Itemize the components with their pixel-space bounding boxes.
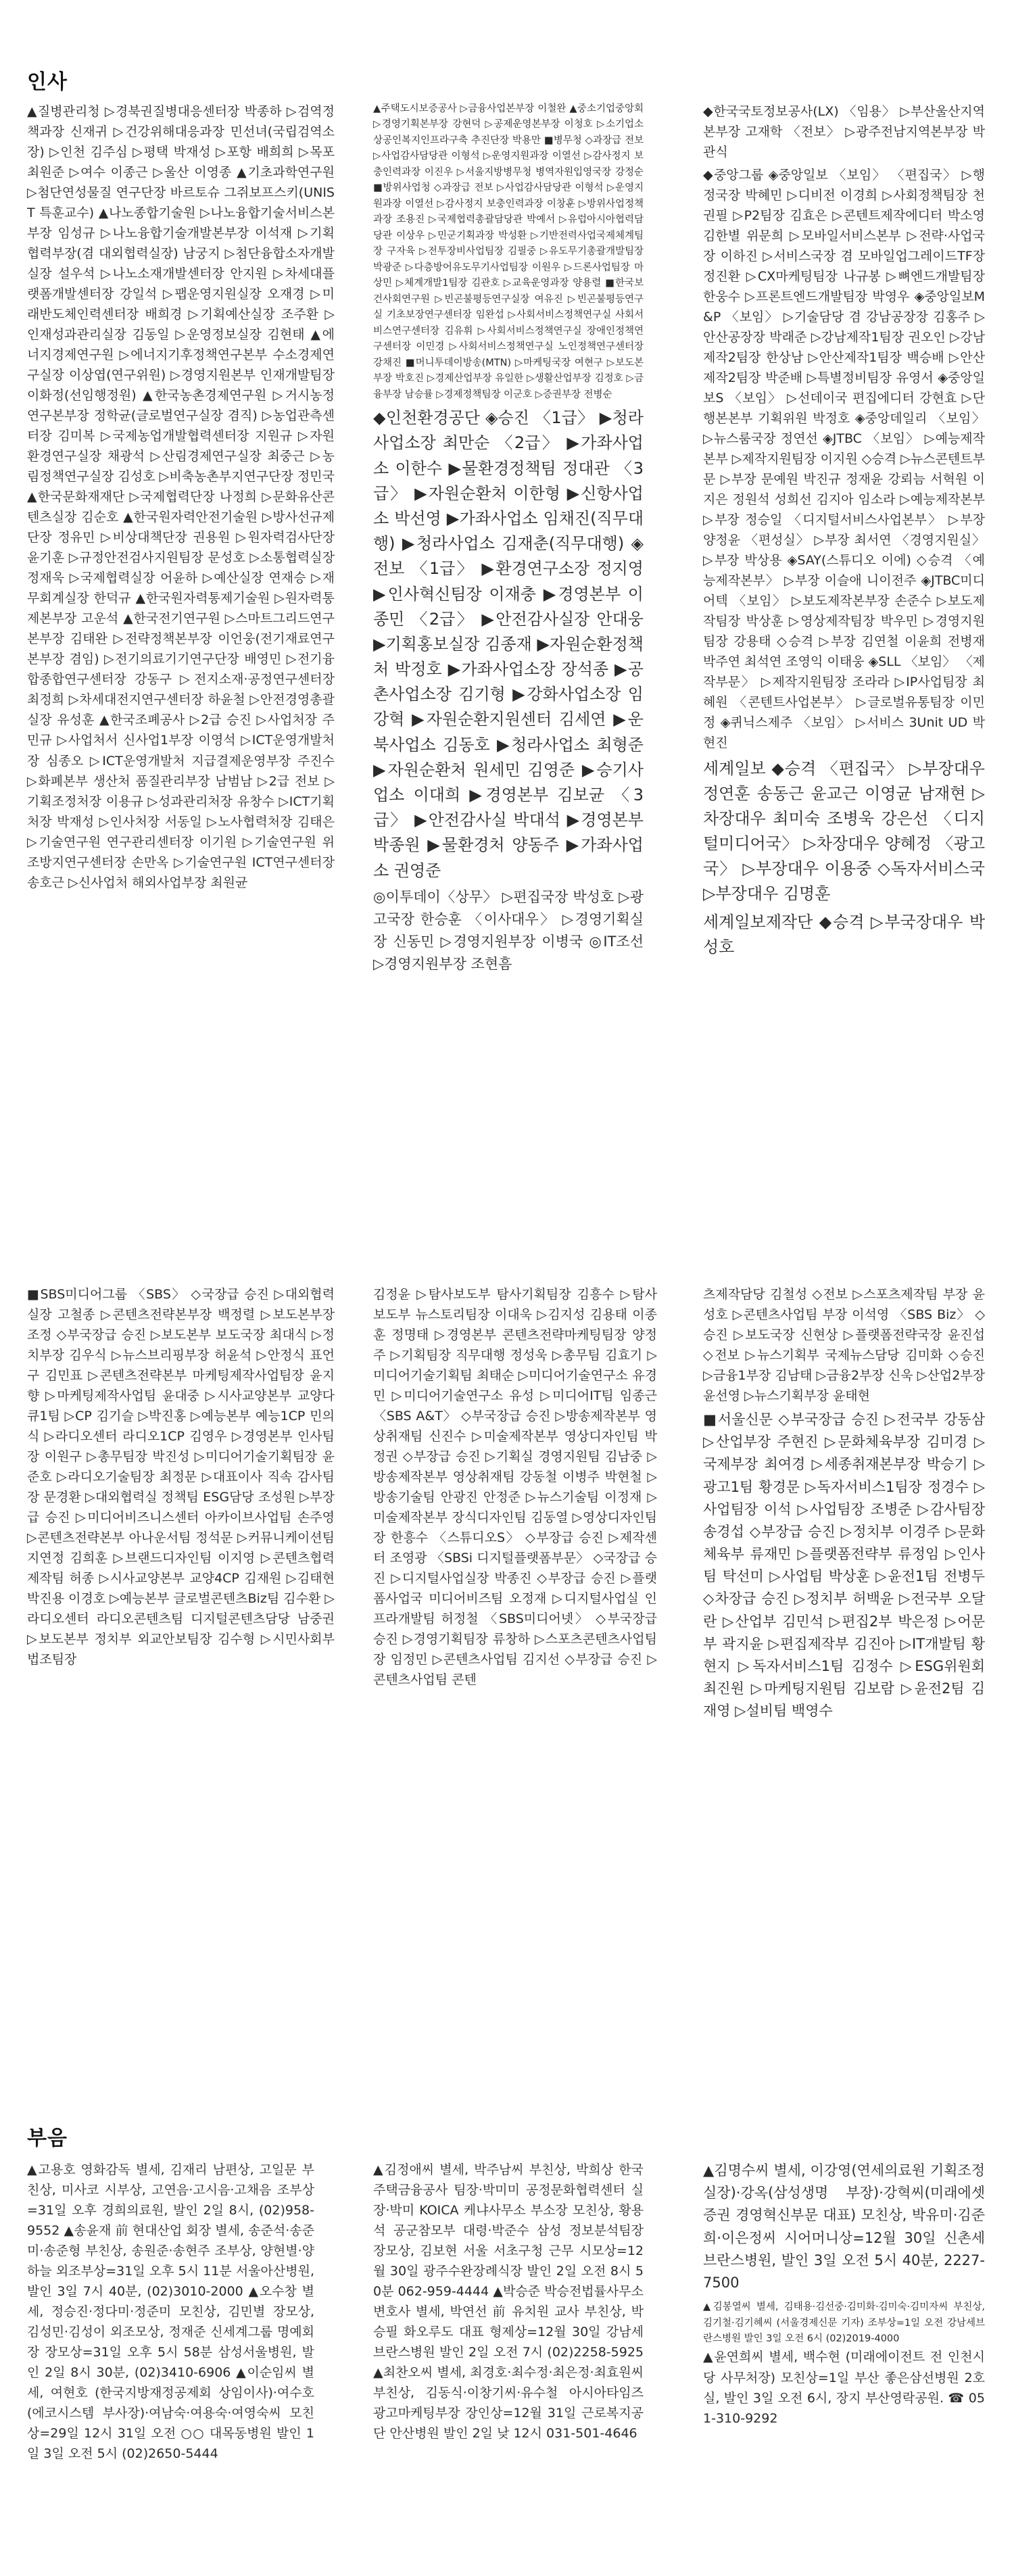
personnel-text-large: ◆인천환경공단 ◈승진 〈1급〉 ▶청라사업소장 최만순 〈2급〉 ▶가좌사업소 이한수 ▶물환경정책팀 정대관 〈3급〉 ▶자원순환처 이한형 ▶신항사업소 박선영 ▶가좌사업소 임채진(직무대행) ▶청라사업소 김재춘(직무대행) ◈전보 〈1급〉 ▶환경연구소장 정지영 ▶인사혁신팀장 이재충 ▶경영본부 이종민 〈2급〉 ▶안전감사실장 안대웅 ▶기획홍보실장 김종재 ▶자원순환정책처 박정호 ▶가좌사업소장 장석종 ▶공촌사업소장 김기형 ▶강화사업소장 임강혁 ▶자원순환지원센터 김세연 ▶운북사업소 김동호 ▶청라사업소 최형준 ▶자원순환처 원세민 김영준 ▶승기사업소 이대희 ▶경영본부 김보균 〈3급〉 ▶안전감사실 박대석 ▶경영본부 박종원 ▶물환경처 양동주 ▶가좌사업소 권영준 — [373, 408, 644, 880]
personnel-text: ◆중앙그룹 ◈중앙일보 〈보임〉 〈편집국〉 ▷행정국장 박혜민 ▷디비전 이경희 ▷사회정책팀장 천권필 ▷P2팀장 김효은 ▷콘텐트제작에디터 박소영 김한별 위문희 ▷모바일서비스본부 ▷전략·사업국장 이하진 ▷서비스국장 겸 모바일업그레이드TF장 정진환 ▷CX마케팅팀장 나규봉 ▷뼈엔드개발팀장 한웅수 ▷프론트엔드개발팀장 박영우 ◈중앙일보M&P 〈보임〉 ▷기술담당 겸 강남공장장 김홍주 ▷안산공장장 박래준 ▷강남제작1팀장 권오인 ▷강남제작2팀장 한상남 ▷안산제작1팀장 백승배 ▷안산제작2팀장 박준배 ▷특별정비팀장 유영서 ◈중앙일보S 〈보임〉 ▷선데이국 편집에디터 강현효 ▷단행본본부 기획위원 박정호 ◈중앙데일리 〈보임〉 ▷뉴스룸국장 정연선 ◈JTBC 〈보임〉 ▷예능제작본부 ▷제작지원팀장 이지원 ◇승격 ▷뉴스콘텐트부문 ▷부장 문예원 박진규 정재윤 강뢰늠 서혁원 이지은 정원석 성희선 김지아 임소라 ▷예능제작본부 ▷부장 정승일 〈디지털서비스사업본부〉 ▷부장 양정윤 〈편성실〉 ▷부장 최서연 〈경영지원실〉 ▷부장 박상용 ◈SAY(스튜디오 이에) ◇승격 〈예능제작본부〉 ▷부장 이슬애 니이전주 ◈JTBC미디어텍 〈보임〉 ▷보도제작본부장 손준수 ▷보도제작팀장 박상훈 ▷영상제작팀장 박우민 ▷경영지원팀장 강용태 ◇승격 ▷부장 김연철 이윤희 전병재 박주연 최석연 조영익 이태웅 ◈SLL 〈보임〉 〈제작부문〉 ▷제작지원팀장 조라라 ▷IP사업팀장 최혜원 〈콘텐트사업본부〉 ▷글로벌유통팀장 이민정 ◈퀴닉스제주 〈보임〉 ▷서비스 3Unit UD 박현진 — [703, 168, 985, 751]
obituary-column-1 — [27, 2160, 314, 2558]
personnel-text: ◆한국국토정보공사(LX) 〈임용〉 ▷부산울산지역본부장 고재학 〈전보〉 ▷광주전남지역본부장 박관식 — [703, 104, 985, 160]
section-title-personnel: 인사 — [27, 70, 68, 94]
personnel-text: ▲질병관리청 ▷경북권질병대응센터장 박종하 ▷검역정책과장 신재귀 ▷건강위해대응과장 민선녀(국립검역소장) ▷인천 김주심 ▷평택 박재성 ▷포항 배희희 ▷목포 최원준 ▷여수 이종근 ▷울산 이영종 ▲기초과학연구원 ▷첨단연성물질 연구단장 바르토슈 그쥐보프스키(UNIST 특훈교수) ▲나노종합기술원 ▷나노융합기술서비스본부장 임성규 ▷나노융합기술개발본부장 이석재 ▷기획협력부장(겸 대외협력실장) 남궁지 ▷첨단융합소자개발실장 설우석 ▷나노소재개발센터장 안지원 ▷차세대플랫폼개발센터장 강일석 ▷팹운영지원실장 오재경 ▷미래반도체인력센터장 배희경 ▷기획예산실장 조주환 ▷인재성과관리실장 김동일 ▷운영정보실장 김현태 ▲에너지경제연구원 ▷에너지기후정책연구본부 수소경제연구실장 이상엽(연구위원) ▷경영지원본부 인재개발팀장 이화정(선임행정원) ▲한국농촌경제연구원 ▷거시농정연구본부장 정학균(글로벌연구실장 겸직) ▷농업관측센터장 김미복 ▷국제농업개발협력센터장 지원규 ▷자원환경연구실장 채광석 ▷산림경제연구실장 최중근 ▷농림정책연구실장 김성호 ▷비축농촌부지연구단장 정민국 ▲한국문화재재단 ▷국제협력단장 나정희 ▷문화유산콘텐츠실장 김순호 ▲한국원자력안전기술원 ▷방사선규제단장 정유민 ▷비상대책단장 권용원 ▷원자력검사단장 윤기훈 ▷규정안전검사지원팀장 문성호 ▷소통협력실장 정재욱 ▷국제협력실장 어윤하 ▷예산실장 연재승 ▷재무회계실장 한덕규 ▲한국원자력통제기술원 ▷원자력통제본부장 고운석 ▲한국전기연구원 ▷스마트그리드연구본부장 김태완 ▷전략정책본부장 이언웅(전기재료연구본부장 겸임) ▷전기의료기기연구단장 배영민 ▷전기융합종합연구센터장 강동구 ▷전지소재·공정연구센터장 최정희 ▷차세대전지연구센터장 하윤철 ▷안전경영총괄실장 유성훈 ▲한국조폐공사 ▷2급 승진 ▷사업처장 주민규 ▷사업처서 신사업1부장 이영석 ▷ICT운영개발처장 심종오 ▷ICT운영개발처 지급결제운영부장 주진수 ▷화폐본부 생산처 품질관리부장 남범남 ▷2급 전보 ▷기획조정처장 이용규 ▷성과관리처장 유창수 ▷ICT기획처장 박재성 ▷인사처장 서동일 ▷노사협력처장 김태은 ▷기술연구원 연구관리센터장 이기원 ▷기술연구원 위조방지연구센터장 손만옥 ▷기술연구원 ICT연구센터장 송호근 ▷신사업처 해외사업부장 최원균 — [27, 104, 335, 890]
personnel-text: 츠제작담당 김철성 ◇전보 ▷스포츠제작팀 부장 윤성호 ▷콘텐츠사업팀 부장 이석영 〈SBS Biz〉 ◇승진 ▷보도국장 신현상 ▷플랫폼전략국장 윤진섭 ◇전보 ▷뉴스기획부 국제뉴스담당 김미화 ◇승진 ▷금융1부장 김남태 ▷금융2부장 신욱 ▷산업2부장 윤선영 ▷뉴스기획부장 윤태현 — [703, 1287, 985, 1404]
personnel-column-3 — [703, 101, 985, 1237]
personnel-text-small: ▲주택도시보증공사 ▷금융사업본부장 이철완 ▲중소기업중앙회 ▷경영기획본부장 강현덕 ▷공제운영본부장 이청호 ▷소기업소상공인복지인프라구축 추진단장 박용만 ■병무청 ◇과장급 전보 ▷사업감사담당관 이형석 ▷운영지원과장 이열선 ▷감사정지 보충인력과장 이진우 ▷서울지방병무청 병역자원입영국장 강정순 ■방위사업청 ◇과장급 전보 ▷사업감사담당관 이형석 ▷운영지원과장 이열선 ▷감사정지 보충인력과장 이창훈 ▷방위사업정책과장 조용진 ▷국제협력총괄담당관 박예서 ▷유럽아시아협력담당관 이상우 ▷민군기획과장 박성환 ▷기반전력사업국제체계팀장 구자육 ▷전투장비사업팀장 김필중 ▷유도무기총괄개발팀장 박광준 ▷다층방어유도무기사업팀장 이원우 ▷드론사업팀장 마상민 ▷체계개발1팀장 김관호 ▷교육운영과장 양용렬 ■한국보건사회연구원 ▷빈곤불평등연구실장 여유진 ▷빈곤불평등연구실 기초보장연구센터장 임완섭 ▷사회서비스정책연구실 사회서비스연구센터장 김유휘 ▷사회서비스정책연구실 장애인정책연구센터장 이민경 ▷사회서비스정책연구실 노인정책연구센터장 강채진 ■머니투데이방송(MTN) ▷마케팅국장 여현구 ▷보도본부장 박호진 ▷경제산업부장 유일한 ▷생활산업부장 김정호 ▷금융부장 남승률 ▷경제정책팀장 이군호 ▷증권부장 전병순 — [373, 103, 644, 400]
personnel-text-bold: 세계일보 ◆승격 〈편집국〉 ▷부장대우 정연훈 송동근 윤교근 이영균 남재현 ▷차장대우 최미숙 조병욱 강은선 〈디지털미디어국〉 ▷차장대우 양혜정 〈광고국〉 ▷부장대우 이용중 ◇독자서비스국 ▷부장대우 김명훈 — [703, 758, 985, 904]
personnel-text: ■SBS미디어그룹 〈SBS〉 ◇국장급 승진 ▷대외협력실장 고철종 ▷콘텐츠전략본부장 백정렬 ▷보도본부장 조정 ◇부국장급 승진 ▷보도본부 보도국장 최대식 ▷정치부장 김우식 ▷뉴스브리핑부장 허윤석 ▷안정식 표언구 김민표 ▷콘텐츠전략본부 마케팅제작사업팀장 윤지향 ▷마케팅제작사업팀 윤대중 ▷시사교양본부 교양다큐1팀 ▷CP 김기슬 ▷박진홍 ▷예능본부 예능1CP 민의식 ▷라디오센터 라디오1CP 김영우 ▷경영본부 인사팀장 이원구 ▷총무팀장 박진성 ▷미디어기술기획팀장 윤준호 ▷라디오기술팀장 최정문 ▷대표이사 직속 감사팀장 문경환 ▷대외협력실 정책팀 ESG담당 조성원 ▷부장급 승진 ▷미디어비즈니스센터 아카이브사업팀 손주영 ▷콘텐츠전략본부 아나운서팀 정석문 ▷커뮤니케이션팀 지연정 김희훈 ▷브랜드디자인팀 이지영 ▷콘텐츠협력제작팀 허종 ▷시사교양본부 교양4CP 김재원 ▷김태현 박진용 이경호 ▷예능본부 글로벌콘텐츠Biz팀 김수환 ▷라디오센터 라디오콘텐츠팀 디지털콘텐츠담당 남중권 ▷보도본부 정치부 외교안보팀장 김수형 ▷시민사회부 법조팀장 — [27, 1287, 335, 1668]
obituary-column-3 — [703, 2160, 985, 2558]
personnel-text: 김정윤 ▷탐사보도부 탐사기획팀장 김흥수 ▷탐사보도부 뉴스토리팀장 이대욱 ▷김지성 김용태 이종훈 정명태 ▷경영본부 콘텐츠전략마케팅팀장 양정주 ▷기획팀장 직무대행 정성욱 ▷총무팀 김효기 ▷미디어기술기획팀 최태순 ▷미디어기술연구소 유경민 ▷미디어기술연구소 유성 ▷미디어IT팀 임종근 〈SBS A&T〉 ◇부국장급 승진 ▷방송제작본부 영상취재팀 신진수 ▷미술제작본부 영상디자인팀 박정권 ◇부장급 승진 ▷기획실 경영지원팀 김남중 ▷방송제작본부 영상취재팀 강동철 이병주 박현철 ▷방송기술팀 안광진 안정준 ▷뉴스기술팀 이정재 ▷미술제작본부 장식디자인팀 김동열 ▷영상디자인팀장 한흥수 〈스튜디오S〉 ◇부장급 승진 ▷제작센터 조영광 〈SBSi 디지털플랫폼부문〉 ◇국장급 승진 ▷디지털사업실장 박종진 ◇부장급 승진 ▷플랫폼사업국 미디어비즈팀 오정재 ▷디지털사업실 인프라개발팀 허정철 〈SBS미디어넷〉 ◇부국장급 승진 ▷경영기획팀장 류창하 ▷스포츠콘텐츠사업팀장 임정민 ▷콘텐츠사업팀 김지선 ◇부장급 승진 ▷콘텐츠사업팀 콘텐 — [373, 1287, 657, 1688]
personnel-column-2 — [373, 101, 644, 1237]
obituary-note: ▲윤연희씨 별세, 백수현 (미래에이전트 전 인천시당 사무처장) 모친상=1일 부산 좋은삼선병원 2호실, 발인 3일 오전 6시, 장지 부산영락공원. ☎ 051-310-9292 — [703, 2350, 985, 2426]
obituary-column-2 — [373, 2160, 644, 2558]
obituary-text: ▲김명수씨 별세, 이강영(연세의료원 기획조정실장)·강옥(삼성생명 부장)·강혁씨(미래에셋증권 경영혁신부문 대표) 모친상, 박유미·김준희·이은정씨 시어머니상=12월 30일 신촌세브란스병원, 발인 3일 오전 5시 40분, 2227-7500 — [703, 2162, 985, 2291]
personnel-column-4 — [27, 1284, 335, 1893]
personnel-text-bold: 세계일보제작단 ◆승격 ▷부국장대우 박성호 — [703, 912, 985, 956]
personnel-text-medium: ■서울신문 ◇부국장급 승진 ▷전국부 강동삼 ▷산업부장 주현진 ▷문화체육부장 김미경 ▷국제부장 최여경 ▷세종취재본부장 박승기 ▷광고1팀 황경문 ▷독자서비스1팀장 정경수 ▷사업팀장 이석 ▷사업팀장 조병준 ▷감사팀장 송경섭 ◇부장급 승진 ▷정치부 이경주 ▷문화체육부 류재민 ▷플랫폼전략부 류정임 ▷인사팀 탁선미 ▷사업팀 박상훈 ▷윤전1팀 전병두 ◇차장급 승진 ▷정치부 허백윤 ▷전국부 오달란 ▷산업부 김민석 ▷편집2부 박은정 ▷어문부 곽지윤 ▷편집제작부 김진아 ▷IT개발팀 황현지 ▷독자서비스1팀 김정수 ▷ESG위원회 최진원 ▷마케팅지원팀 김보람 ▷윤전2팀 김재영 ▷설비팀 백영수 — [703, 1411, 985, 1720]
personnel-column-6 — [703, 1284, 985, 1893]
section-title-obituary: 부음 — [27, 2127, 68, 2150]
personnel-column-1 — [27, 101, 335, 1237]
obituary-text: ▲고용호 영화감독 별세, 김재리 남편상, 고일문 부친상, 미사코 시부상, 고연음·고시음·고채음 조부상=31일 오후 경희의료원, 발인 2일 8시, (02)958-9552 ▲송윤재 前 현대산업 회장 별세, 송준석·송준미·송준형 부친상, 송원준·송현주 조부상, 양현별·양하늘 외조부상=31일 오후 5시 11분 서울아산병원, 발인 3일 7시 40분, (02)3010-2000 ▲오수창 별세, 정승진·정다미·정준미 모친상, 김민별 장모상, 김성민·김성이 외조모상, 정재준 신세계그룹 명예회장 장모상=31일 오후 5시 58분 삼성서울병원, 발인 2일 8시 30분, (02)3410-6906 ▲이순임씨 별세, 여현호 (한국지방재정공제회 상임이사)·여수호(에코시스템 부사장)·여남숙·여용숙·여영숙씨 모친상=29일 12시 31일 오전 ○○ 대목동병원 발인 1일 3일 오전 5시 (02)2650-5444 — [27, 2162, 314, 2462]
obituary-text-small: ▲김봉열씨 별세, 김태용·김선중·김미화·김미숙·김미자씨 부친상, 김기철·김기혜씨 (서울경제신문 기자) 조부상=1일 오전 강남세브란스병원 발인 3일 오전 6시 (02)2019-4000 — [703, 2302, 985, 2344]
personnel-column-5 — [373, 1284, 657, 1893]
personnel-text-tail: ◎이투데이〈상무〉 ▷편집국장 박성호 ▷광고국장 한승훈 〈이사대우〉 ▷경영기획실장 신동민 ▷경영지원부장 이병국 ◎IT조선 ▷경영지원부장 조현흠 — [373, 888, 644, 973]
obituary-text: ▲김정애씨 별세, 박주남씨 부친상, 박희상 한국주택금융공사 팀장·박미미 공정문화협력센터 실장·박미 KOICA 케냐사무소 부소장 모친상, 황용석 공군참모부 대령·박준수 삼성 정보분석팀장 장모상, 김보현 서울 서초구청 근무 시모상=12월 30일 광주수완장례식장 발인 2일 오전 8시 50분 062-959-4444 ▲박승준 박승전법률사무소 변호사 별세, 박연선 前 유치원 교사 부친상, 박승필 화오루도 대표 형제상=12월 30일 강남세브란스병원 발인 2일 오전 7시 (02)2258-5925 ▲최찬오씨 별세, 최경호·최수정·최은정·최효원씨 부친상, 김동식·이창기씨·유수철 아시아타임즈 광고마케팅부장 장인상=12월 31일 근로복지공단 안산병원 발인 2일 낮 12시 031-501-4646 — [373, 2162, 644, 2441]
